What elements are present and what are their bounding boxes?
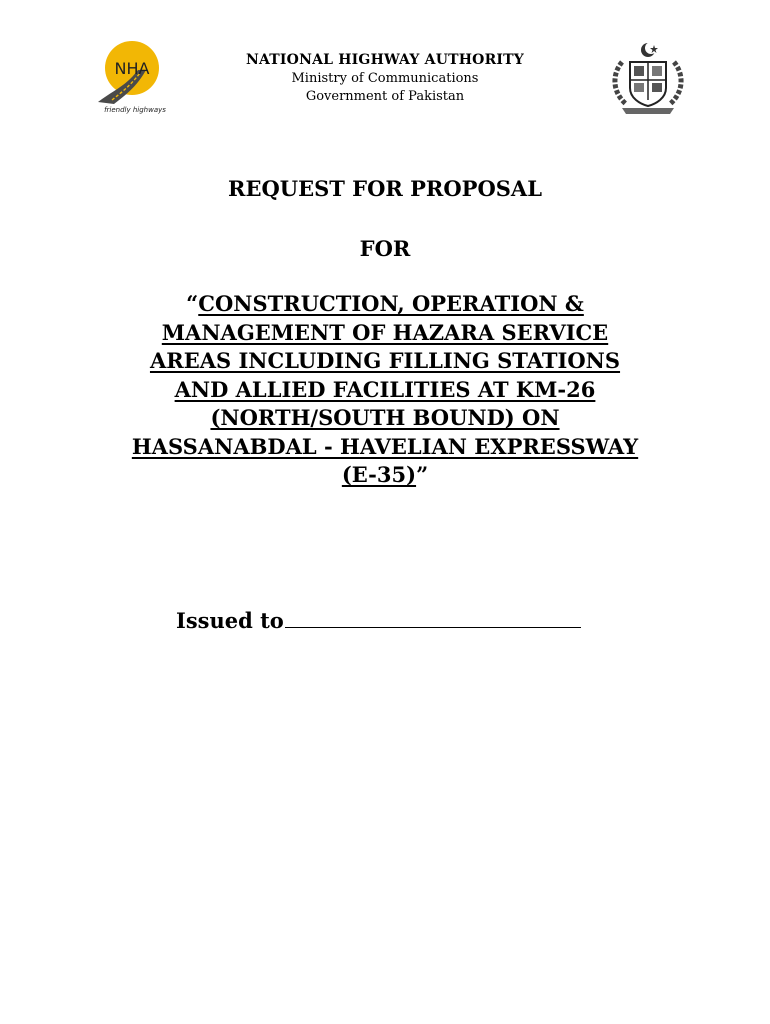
issued-to-row (176, 605, 581, 633)
project-title-line: (E-35)” (341, 462, 429, 487)
project-title-line: AND ALLIED FACILITIES AT KM-26 (174, 376, 596, 402)
nha-logo-text: NHA (114, 59, 150, 78)
project-title-line: AREAS INCLUDING FILLING STATIONS (149, 348, 621, 373)
project-title-line: (NORTH/SOUTH BOUND) ON (210, 405, 560, 430)
issued-to-blank-field[interactable] (285, 605, 581, 628)
nha-logo-tagline: friendly highways (104, 106, 166, 114)
project-title-line: “CONSTRUCTION, OPERATION & (186, 291, 584, 316)
project-title-line: MANAGEMENT OF HAZARA SERVICE (161, 319, 609, 345)
for-label: FOR (359, 236, 411, 261)
document-title: REQUEST FOR PROPOSAL (228, 176, 542, 201)
issued-to-label: Issued to (176, 608, 284, 633)
government-name: Government of Pakistan (305, 89, 465, 104)
organization-name: NATIONAL HIGHWAY AUTHORITY (246, 52, 524, 68)
project-title (60, 290, 710, 490)
ministry-name: Ministry of Communications (291, 71, 479, 86)
project-title-line: HASSANABDAL - HAVELIAN EXPRESSWAY (131, 433, 639, 459)
